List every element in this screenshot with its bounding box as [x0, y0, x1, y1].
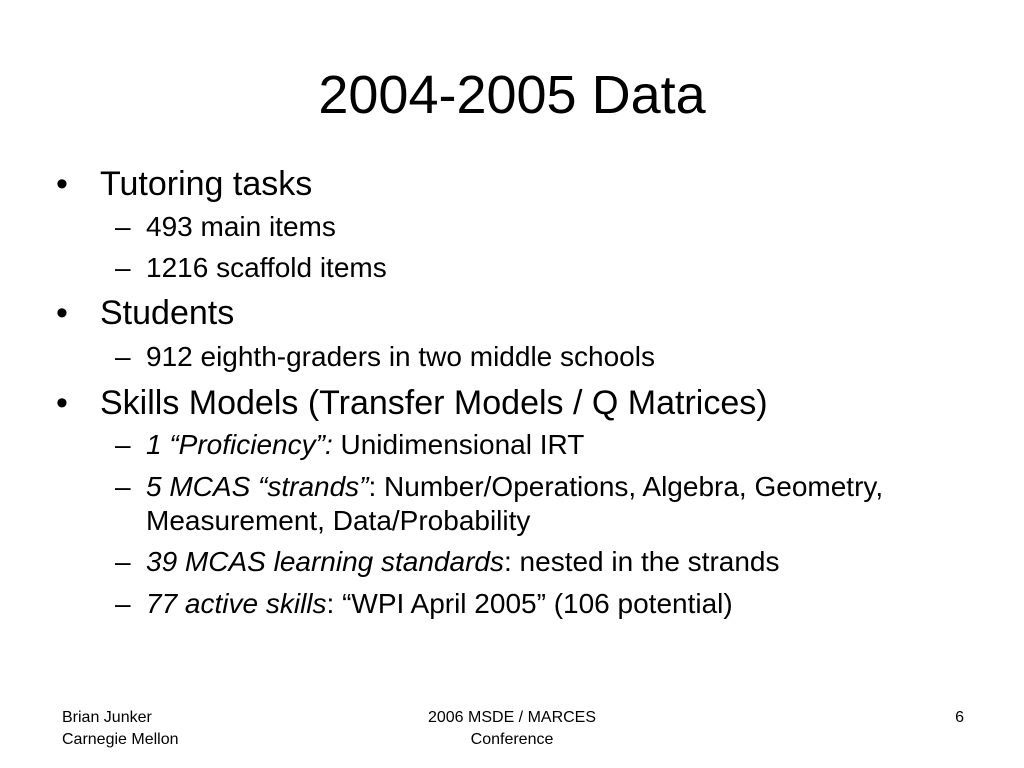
footer-author-affiliation: Carnegie Mellon — [62, 731, 179, 748]
bullet-marker: • — [56, 384, 68, 422]
dash-marker: – — [115, 546, 131, 577]
dash-marker: – — [115, 252, 131, 283]
bullet-text: Tutoring tasks — [100, 165, 313, 203]
bullet-text: Students — [100, 294, 235, 332]
page-number: 6 — [955, 709, 964, 726]
dash-marker: – — [115, 211, 131, 242]
sub-bullet-emphasis: 39 MCAS learning standards — [146, 546, 504, 577]
bullet-skills-models — [56, 383, 768, 423]
footer-conference-line1: 2006 MSDE / MARCES — [427, 709, 597, 726]
footer-conference-line2: Conference — [470, 731, 554, 748]
sub-bullet-scaffold-items — [115, 251, 387, 285]
sub-bullet-text: : “WPI April 2005” (106 potential) — [326, 588, 733, 619]
dash-marker: – — [115, 429, 131, 460]
dash-marker: – — [115, 588, 131, 619]
sub-bullet-text: 1216 scaffold items — [146, 252, 387, 283]
sub-bullet-learning-standards — [115, 545, 780, 579]
bullet-marker: • — [56, 165, 68, 203]
slide-title: 2004-2005 Data — [318, 65, 706, 125]
bullet-marker: • — [56, 294, 68, 332]
bullet-students — [56, 293, 235, 333]
sub-bullet-main-items — [115, 210, 336, 244]
footer-author-name: Brian Junker — [62, 709, 152, 726]
sub-bullet-proficiency — [115, 428, 585, 462]
sub-bullet-emphasis: 1 “Proficiency”: — [146, 429, 333, 460]
sub-bullet-emphasis: 77 active skills — [146, 588, 327, 619]
sub-bullet-text: : Number/Operations, Algebra, Geometry, Measurement, Data/Probability — [146, 471, 884, 536]
sub-bullet-text: 912 eighth-graders in two middle schools — [146, 341, 655, 372]
sub-bullet-eighth-graders — [115, 340, 655, 374]
sub-bullet-text: Unidimensional IRT — [332, 429, 585, 460]
bullet-text: Skills Models (Transfer Models / Q Matrices) — [100, 384, 768, 422]
sub-bullet-text: 493 main items — [146, 211, 336, 242]
sub-bullet-mcas-strands — [115, 470, 906, 538]
sub-bullet-text: : nested in the strands — [503, 546, 780, 577]
bullet-tutoring-tasks — [56, 164, 313, 204]
dash-marker: – — [115, 341, 131, 372]
footer-conference — [362, 707, 662, 751]
sub-bullet-emphasis: 5 MCAS “strands” — [146, 471, 369, 502]
sub-bullet-active-skills — [115, 587, 733, 621]
footer-author — [62, 707, 179, 751]
dash-marker: – — [115, 471, 131, 502]
